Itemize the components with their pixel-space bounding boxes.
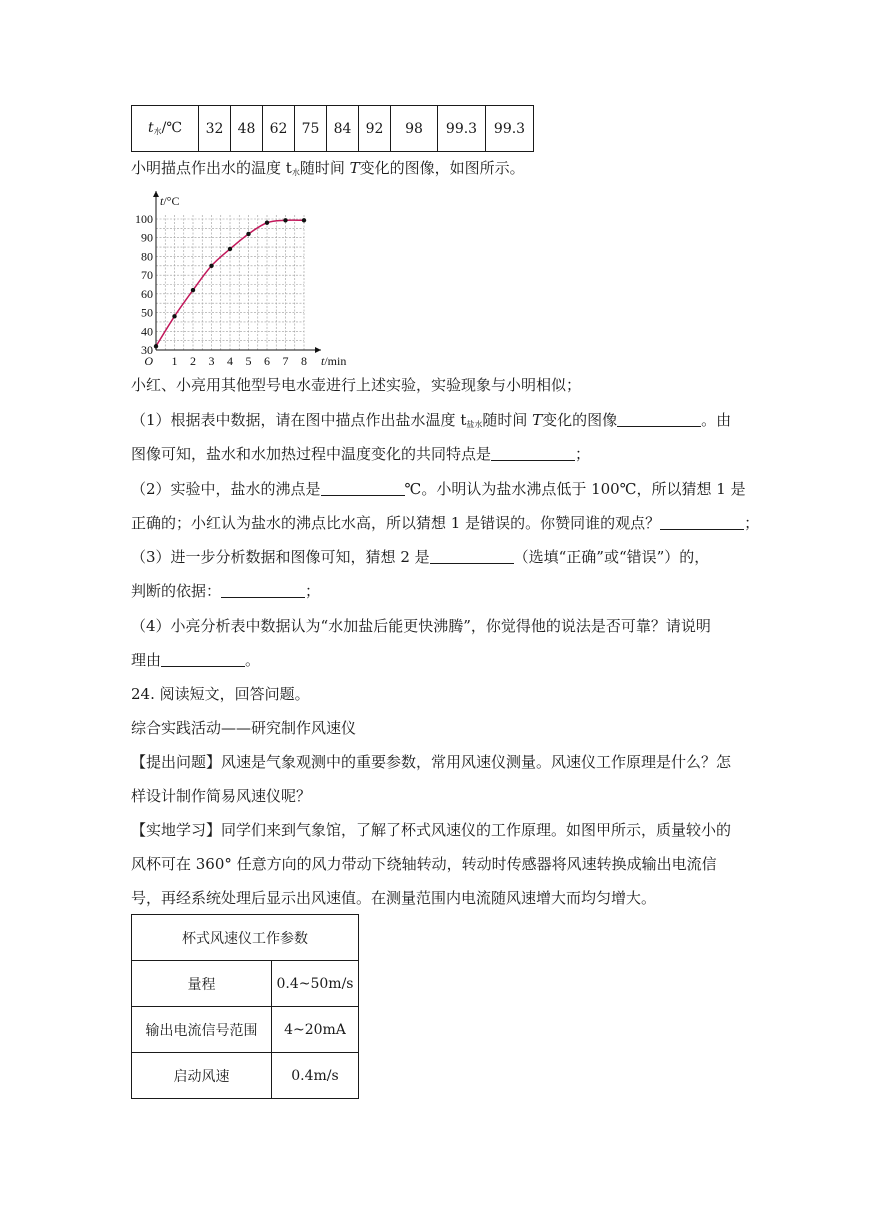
q1-mid: 随时间 [482,411,533,429]
table-row [132,106,534,152]
table-cell: 62 [263,106,295,152]
answer-blank[interactable] [321,480,405,496]
table-row [132,915,359,961]
intro-pre: 小明描点作出水的温度 t [131,159,292,177]
table-label-cell: 启动风速 [132,1053,272,1099]
question-1-line-1 [131,410,731,435]
q4b-pre: 理由 [131,651,162,669]
x-axis-arrow [315,347,321,353]
header-sub: 水 [153,127,162,136]
y-tick-label: 90 [141,230,153,245]
question-3-line-2 [131,581,320,601]
section-2-line-2: 风杯可在 360° 任意方向的风力带动下绕轴转动，转动时传感器将风速转换成输出电流信 [131,855,717,873]
header-var: t [147,120,154,136]
question-2-line-2 [131,513,759,533]
intro-sub: 水 [291,168,300,177]
table-label-cell: 输出电流信号范围 [132,1007,272,1053]
q1-post: 变化的图像 [542,411,618,429]
answer-blank[interactable] [491,445,575,461]
table-cell: 92 [359,106,391,152]
q1b-end: ； [575,445,591,463]
section-title: 综合实践活动——研究制作风速仪 [131,719,357,737]
intro-var: T [349,159,360,177]
table-row [132,1053,359,1099]
x-tick-label: 3 [208,354,215,368]
x-tick-label: 8 [301,354,307,368]
answer-blank[interactable] [161,651,245,667]
answer-blank[interactable] [430,548,514,564]
table-value-cell: 0.4~50m/s [272,961,359,1007]
table-cell: 48 [231,106,263,152]
table-label-cell: 量程 [132,961,272,1007]
y-axis-arrow [153,191,159,197]
data-point [209,264,213,268]
table-row [132,1007,359,1053]
q1-pre: （1）根据表中数据，请在图中描点作出盐水温度 t [131,411,467,429]
q2-pre: （2）实验中，盐水的沸点是 [131,480,321,498]
data-point [302,218,306,222]
y-tick-label: 50 [141,305,153,320]
q2-post: ℃。小明认为盐水沸点低于 100℃，所以猜想 1 是 [404,480,746,498]
data-point [228,247,232,251]
y-tick-label: 60 [141,286,153,301]
table-row [132,961,359,1007]
y-tick-label: 40 [141,324,153,339]
q1b-pre: 图像可知，盐水和水加热过程中温度变化的共同特点是 [131,445,492,463]
origin-label: O [144,354,153,368]
q2b-end: ； [744,514,760,532]
data-point [246,232,250,236]
answer-blank[interactable] [660,514,744,530]
question-4-line-1: （4）小亮分析表中数据认为“水加盐后能更快沸腾”，你觉得他的说法是否可靠？请说明 [131,617,711,635]
table-title-cell: 杯式风速仪工作参数 [132,915,359,961]
y-tick-label: 30 [141,343,153,357]
q3-pre: （3）进一步分析数据和图像可知，猜想 2 是 [131,548,430,566]
section-2-line-3: 号，再经系统处理后显示出风速值。在测量范围内电流随风速增大而均匀增大。 [131,889,657,907]
table-cell: 98 [391,106,438,152]
intro-post: 变化的图像，如图所示。 [359,159,525,177]
answer-blank[interactable] [221,582,305,598]
q3b-end: ； [305,582,321,600]
temperature-time-chart [131,185,361,370]
question-24: 24. 阅读短文，回答问题。 [131,685,310,703]
y-tick-label: 80 [141,249,153,264]
q3-post: （选填“正确”或“错误”）的， [513,548,710,566]
x-tick-label: 1 [171,354,178,368]
question-3-line-1 [131,547,709,567]
table-cell: 75 [295,106,327,152]
question-2-line-1 [131,479,746,499]
chart-intro-line [131,158,525,183]
table-cell: 84 [327,106,359,152]
q4b-end: 。 [245,651,261,669]
data-point [265,221,269,225]
table-header-cell [132,106,199,152]
section-1-line-1: 【提出问题】风速是气象观测中的重要参数，常用风速仪测量。风速仪工作原理是什么？怎 [131,753,732,771]
q2b-pre: 正确的；小红认为盐水的沸点比水高，所以猜想 1 是错误的。你赞同谁的观点？ [131,514,661,532]
data-point [283,218,287,222]
q1-end: 。由 [701,411,732,429]
x-axis-label: t/min [321,354,347,368]
q1-sub: 盐水 [466,420,483,429]
answer-blank[interactable] [617,411,701,427]
anemometer-params-table [131,914,359,1099]
intro-mid: 随时间 [299,159,350,177]
data-point [172,314,176,318]
y-tick-label: 100 [135,212,153,226]
table-value-cell: 0.4m/s [272,1053,359,1099]
water-temperature-table [131,105,534,152]
table-cell: 99.3 [438,106,486,152]
data-point [191,288,195,292]
x-tick-label: 6 [264,354,270,368]
y-tick-label: 70 [141,268,153,283]
q1-var: T [532,411,543,429]
question-1-line-2 [131,444,590,464]
table-cell: 32 [199,106,231,152]
paragraph-1: 小红、小亮用其他型号电水壶进行上述实验，实验现象与小明相似； [131,376,582,394]
y-axis-label: t/°C [160,194,180,208]
q3b-pre: 判断的依据： [131,582,222,600]
section-2-line-1: 【实地学习】同学们来到气象馆，了解了杯式风速仪的工作原理。如图甲所示，质量较小的 [131,821,732,839]
table-value-cell: 4~20mA [272,1007,359,1053]
x-tick-label: 5 [245,354,252,368]
x-tick-label: 7 [282,354,289,368]
data-point [154,344,158,348]
header-unit: /℃ [161,120,183,136]
section-1-line-2: 样设计制作简易风速仪呢？ [131,787,312,805]
x-tick-label: 2 [190,354,196,368]
question-4-line-2 [131,650,260,670]
table-cell: 99.3 [486,106,534,152]
x-tick-label: 4 [227,354,233,368]
